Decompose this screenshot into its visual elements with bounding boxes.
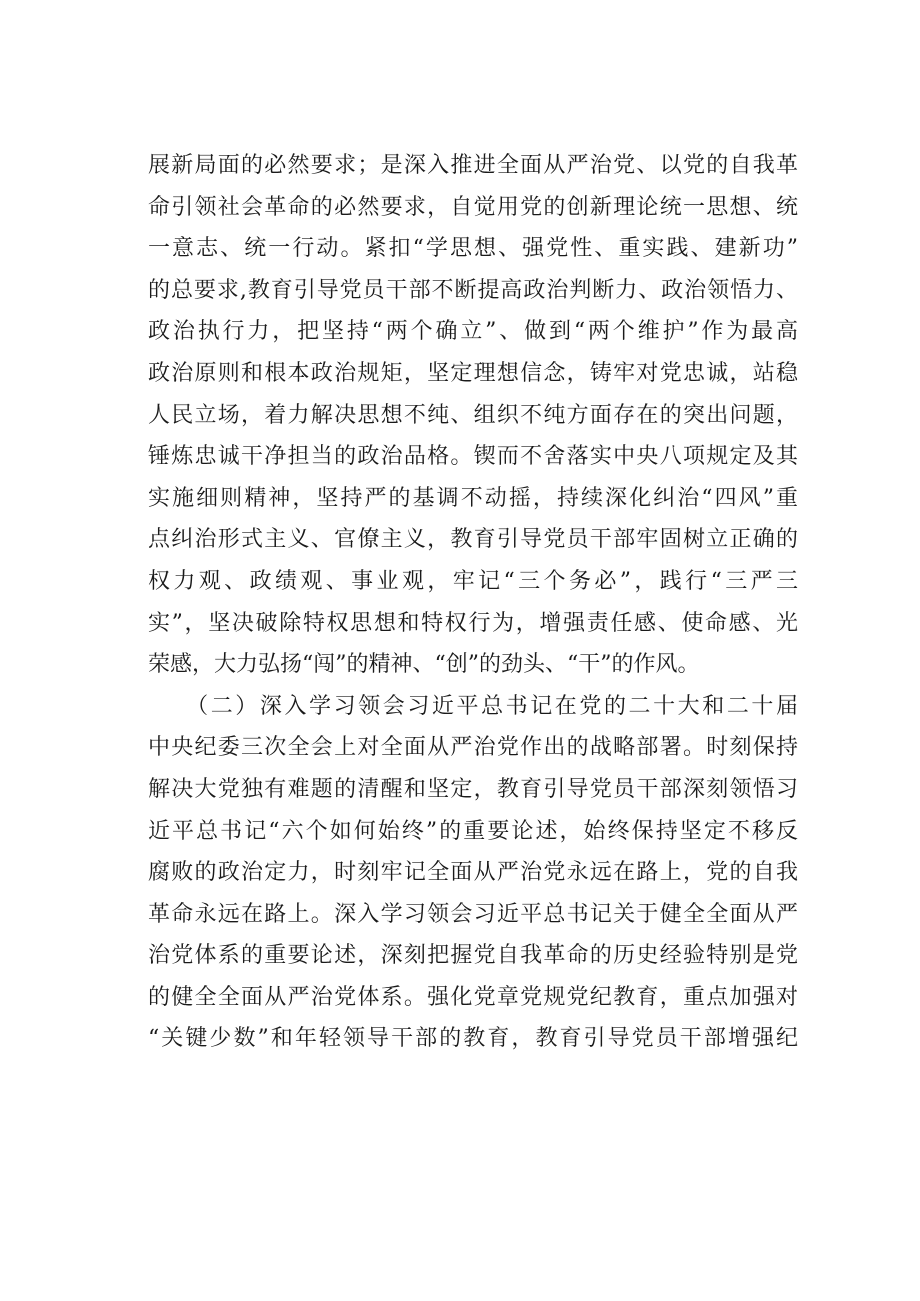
text-line: 展新局面的必然要求；是深入推进全面从严治党、以党的自我革 xyxy=(148,153,798,178)
text-line: 荣感，大力弘扬“闯”的精神、“创”的劲头、“干”的作风。 xyxy=(148,652,700,678)
text-line: 锤炼忠诚干净担当的政治品格。锲而不舍落实中央八项规定及其 xyxy=(148,444,798,470)
text-line: 权力观、政绩观、事业观，牢记“三个务必”，践行“三严三 xyxy=(148,568,798,594)
text-line: 腐败的政治定力，时刻牢记全面从严治党永远在路上，党的自我 xyxy=(148,860,798,886)
text-line: 人民立场，着力解决思想不纯、组织不纯方面存在的突出问题， xyxy=(148,402,798,428)
text-line: 中央纪委三次全会上对全面从严治党作出的战略部署。时刻保持 xyxy=(148,735,798,761)
text-line: 近平总书记“六个如何始终”的重要论述，始终保持坚定不移反 xyxy=(148,818,798,844)
text-line: 政治原则和根本政治规矩，坚定理想信念，铸牢对党忠诚，站稳 xyxy=(148,360,798,386)
text-line: 的健全全面从严治党体系。强化党章党规党纪教育，重点加强对 xyxy=(148,984,798,1010)
text-line: 点纠治形式主义、官僚主义，教育引导党员干部牢固树立正确的 xyxy=(148,527,798,553)
text-line: 实”，坚决破除特权思想和特权行为，增强责任感、使命感、光 xyxy=(148,610,798,636)
text-line: 治党体系的重要论述，深刻把握党自我革命的历史经验特别是党 xyxy=(148,943,798,969)
text-line: 解决大党独有难题的清醒和坚定，教育引导党员干部深刻领悟习 xyxy=(148,776,798,802)
text-line: 实施细则精神，坚持严的基调不动摇，持续深化纠治“四风”重 xyxy=(148,485,798,511)
text-line: 命引领社会革命的必然要求，自觉用党的创新理论统一思想、统 xyxy=(148,194,798,220)
text-line: 的总要求,教育引导党员干部不断提高政治判断力、政治领悟力、 xyxy=(148,277,798,303)
text-line: 政治执行力，把坚持“两个确立”、做到“两个维护”作为最高 xyxy=(148,319,798,345)
body-text xyxy=(148,145,798,1060)
text-line: “关键少数”和年轻领导干部的教育，教育引导党员干部增强纪 xyxy=(148,1026,798,1052)
text-line: 革命永远在路上。深入学习领会习近平总书记关于健全全面从严 xyxy=(148,901,798,927)
section-heading-line: （二）深入学习领会习近平总书记在党的二十大和二十届 xyxy=(148,693,798,719)
text-line: 一意志、统一行动。紧扣“学思想、强党性、重实践、建新功” xyxy=(148,236,798,262)
